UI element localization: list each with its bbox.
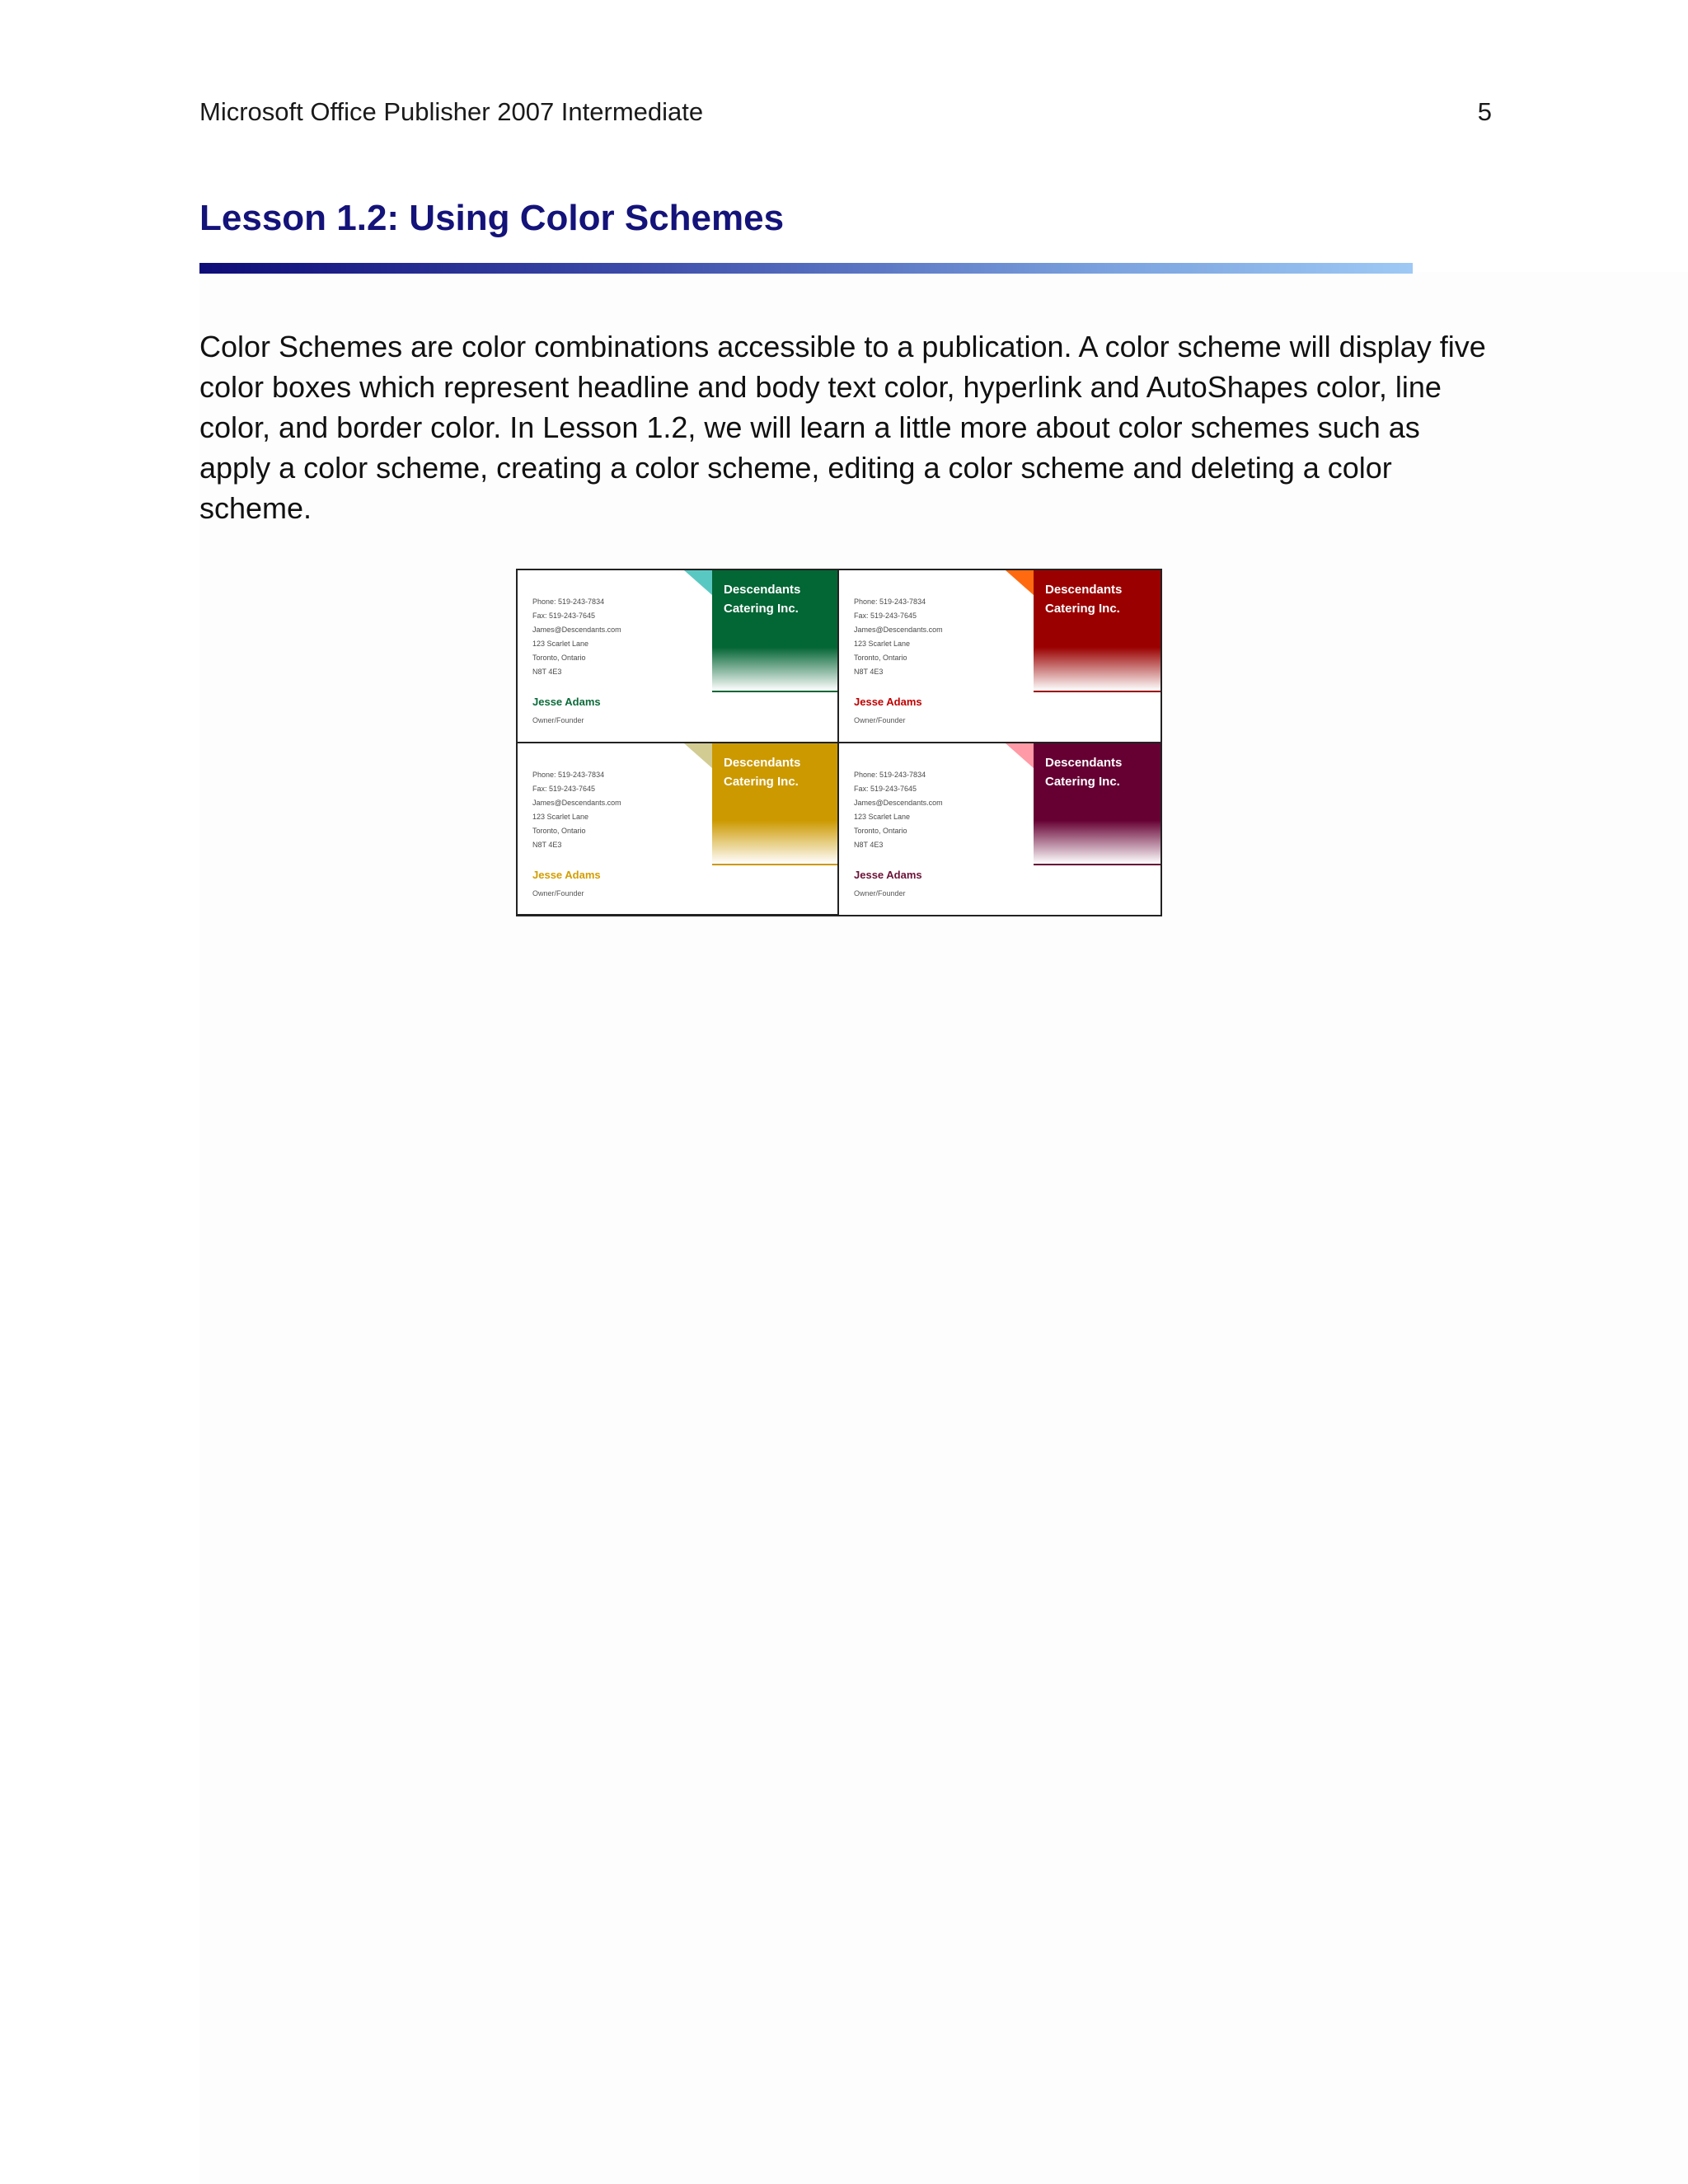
phone-text: Phone: 519-243-7834 — [532, 771, 605, 779]
fax-text: Fax: 519-243-7645 — [532, 612, 596, 620]
document-title: Microsoft Office Publisher 2007 Intermediate — [199, 97, 704, 126]
card-corner-fold — [684, 743, 712, 768]
intro-paragraph: Color Schemes are color combinations accessible to a publication. A color scheme will display five color boxes which represent headline and body text color, hyperlink and AutoShapes color, line color, and border color. In Lesson 1.2, we will learn a little more about color schemes such as apply a color scheme, creating a color scheme, editing a color scheme and deleting a color scheme. — [199, 330, 1486, 525]
postal-text: N8T 4E3 — [854, 668, 884, 676]
fax-text: Fax: 519-243-7645 — [854, 785, 917, 793]
card-accent-line — [712, 864, 841, 865]
email-text: James@Descendants.com — [854, 626, 943, 634]
lesson-title: Lesson 1.2: Using Color Schemes — [199, 198, 785, 238]
title-gradient-rule — [199, 263, 1413, 274]
fax-text: Fax: 519-243-7645 — [854, 612, 917, 620]
phone-text: Phone: 519-243-7834 — [532, 598, 605, 606]
city-text: Toronto, Ontario — [854, 654, 907, 662]
phone-text: Phone: 519-243-7834 — [854, 771, 926, 779]
city-text: Toronto, Ontario — [532, 654, 586, 662]
person-name: Jesse Adams — [854, 696, 922, 708]
street-text: 123 Scarlet Lane — [532, 813, 589, 821]
page-number: 5 — [1477, 97, 1492, 126]
person-name: Jesse Adams — [854, 869, 922, 881]
email-text: James@Descendants.com — [854, 799, 943, 807]
card-corner-fold — [1006, 743, 1034, 768]
card-corner-fold — [684, 570, 712, 595]
email-text: James@Descendants.com — [532, 626, 621, 634]
company-name: Descendants Catering Inc. — [724, 583, 801, 616]
color-scheme-business-cards-figure — [516, 569, 1169, 920]
running-header — [199, 97, 1492, 137]
person-role: Owner/Founder — [854, 889, 906, 898]
page-background — [199, 272, 1688, 2184]
contact-details — [532, 768, 689, 852]
street-text: 123 Scarlet Lane — [854, 640, 911, 648]
business-card-plum — [837, 742, 1162, 916]
company-name: Descendants Catering Inc. — [1045, 583, 1123, 616]
contact-details — [532, 595, 689, 679]
business-card-red — [837, 569, 1162, 743]
city-text: Toronto, Ontario — [854, 827, 907, 835]
person-name: Jesse Adams — [532, 869, 601, 881]
card-accent-line — [1034, 864, 1162, 865]
business-card-gold — [516, 742, 841, 916]
person-role: Owner/Founder — [532, 889, 584, 898]
person-role: Owner/Founder — [532, 716, 584, 724]
postal-text: N8T 4E3 — [532, 668, 562, 676]
contact-details — [854, 595, 1010, 679]
card-accent-line — [712, 691, 841, 692]
company-name: Descendants Catering Inc. — [1045, 756, 1123, 789]
card-accent-line — [1034, 691, 1162, 692]
postal-text: N8T 4E3 — [532, 841, 562, 849]
street-text: 123 Scarlet Lane — [532, 640, 589, 648]
person-name: Jesse Adams — [532, 696, 601, 708]
card-corner-fold — [1006, 570, 1034, 595]
person-role: Owner/Founder — [854, 716, 906, 724]
email-text: James@Descendants.com — [532, 799, 621, 807]
postal-text: N8T 4E3 — [854, 841, 884, 849]
company-name: Descendants Catering Inc. — [724, 756, 801, 789]
street-text: 123 Scarlet Lane — [854, 813, 911, 821]
fax-text: Fax: 519-243-7645 — [532, 785, 596, 793]
phone-text: Phone: 519-243-7834 — [854, 598, 926, 606]
city-text: Toronto, Ontario — [532, 827, 586, 835]
business-card-green — [516, 569, 841, 743]
contact-details — [854, 768, 1010, 852]
